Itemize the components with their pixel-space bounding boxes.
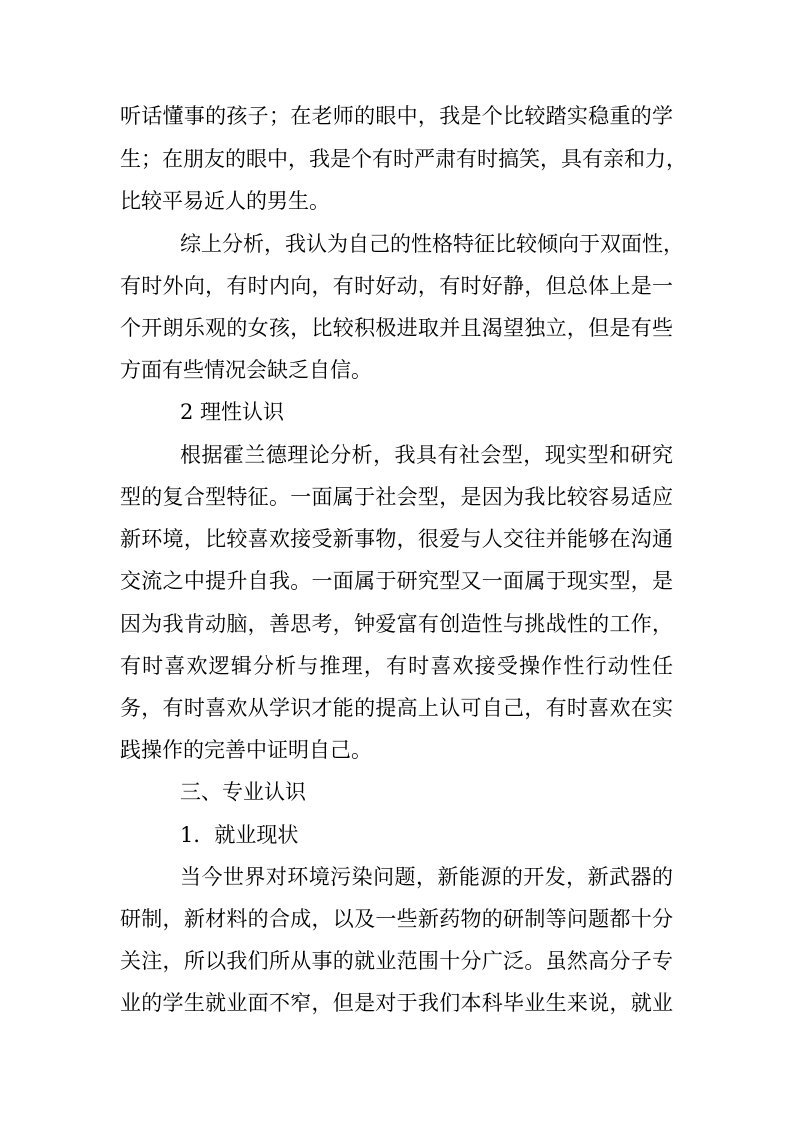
text-line: 研制，新材料的合成，以及一些新药物的研制等问题都十分	[120, 907, 673, 931]
text-line: 个开朗乐观的女孩，比较积极进取并且渴望独立，但是有些	[120, 316, 673, 340]
text-line: 听话懂事的孩子；在老师的眼中，我是个比较踏实稳重的学	[120, 104, 673, 128]
text-line: 方面有些情况会缺乏自信。	[120, 358, 372, 382]
paragraph-first-line: 当今世界对环境污染问题，新能源的开发，新武器的	[180, 865, 673, 889]
paragraph-first-line: 综上分析，我认为自己的性格特征比较倾向于双面性，	[180, 232, 684, 256]
text-line: 关注，所以我们所从事的就业范围十分广泛。虽然高分子专	[120, 949, 673, 973]
text-line: 交流之中提升自我。一面属于研究型又一面属于现实型，是	[120, 569, 673, 593]
text-line: 新环境，比较喜欢接受新事物，很爱与人交往并能够在沟通	[120, 527, 673, 551]
text-line: 业的学生就业面不窄，但是对于我们本科毕业生来说，就业	[120, 991, 673, 1015]
section-heading: 2 理性认识	[180, 400, 285, 424]
text-line: 生；在朋友的眼中，我是个有时严肃有时搞笑，具有亲和力，	[120, 147, 687, 171]
text-line: 因为我肯动脑，善思考，钟爱富有创造性与挑战性的工作，	[120, 612, 673, 636]
text-line: 型的复合型特征。一面属于社会型，是因为我比较容易适应	[120, 485, 673, 509]
section-heading: 三、专业认识	[180, 780, 306, 804]
paragraph-first-line: 根据霍兰德理论分析，我具有社会型，现实型和研究	[180, 443, 673, 467]
text-line: 践操作的完善中证明自己。	[120, 738, 372, 762]
subsection-heading: 1．就业现状	[180, 823, 299, 847]
text-line: 务，有时喜欢从学识才能的提高上认可自己，有时喜欢在实	[120, 696, 673, 720]
text-line: 比较平易近人的男生。	[120, 189, 330, 213]
text-line: 有时外向，有时内向，有时好动，有时好静，但总体上是一	[120, 274, 673, 298]
text-line: 有时喜欢逻辑分析与推理，有时喜欢接受操作性行动性任	[120, 654, 673, 678]
